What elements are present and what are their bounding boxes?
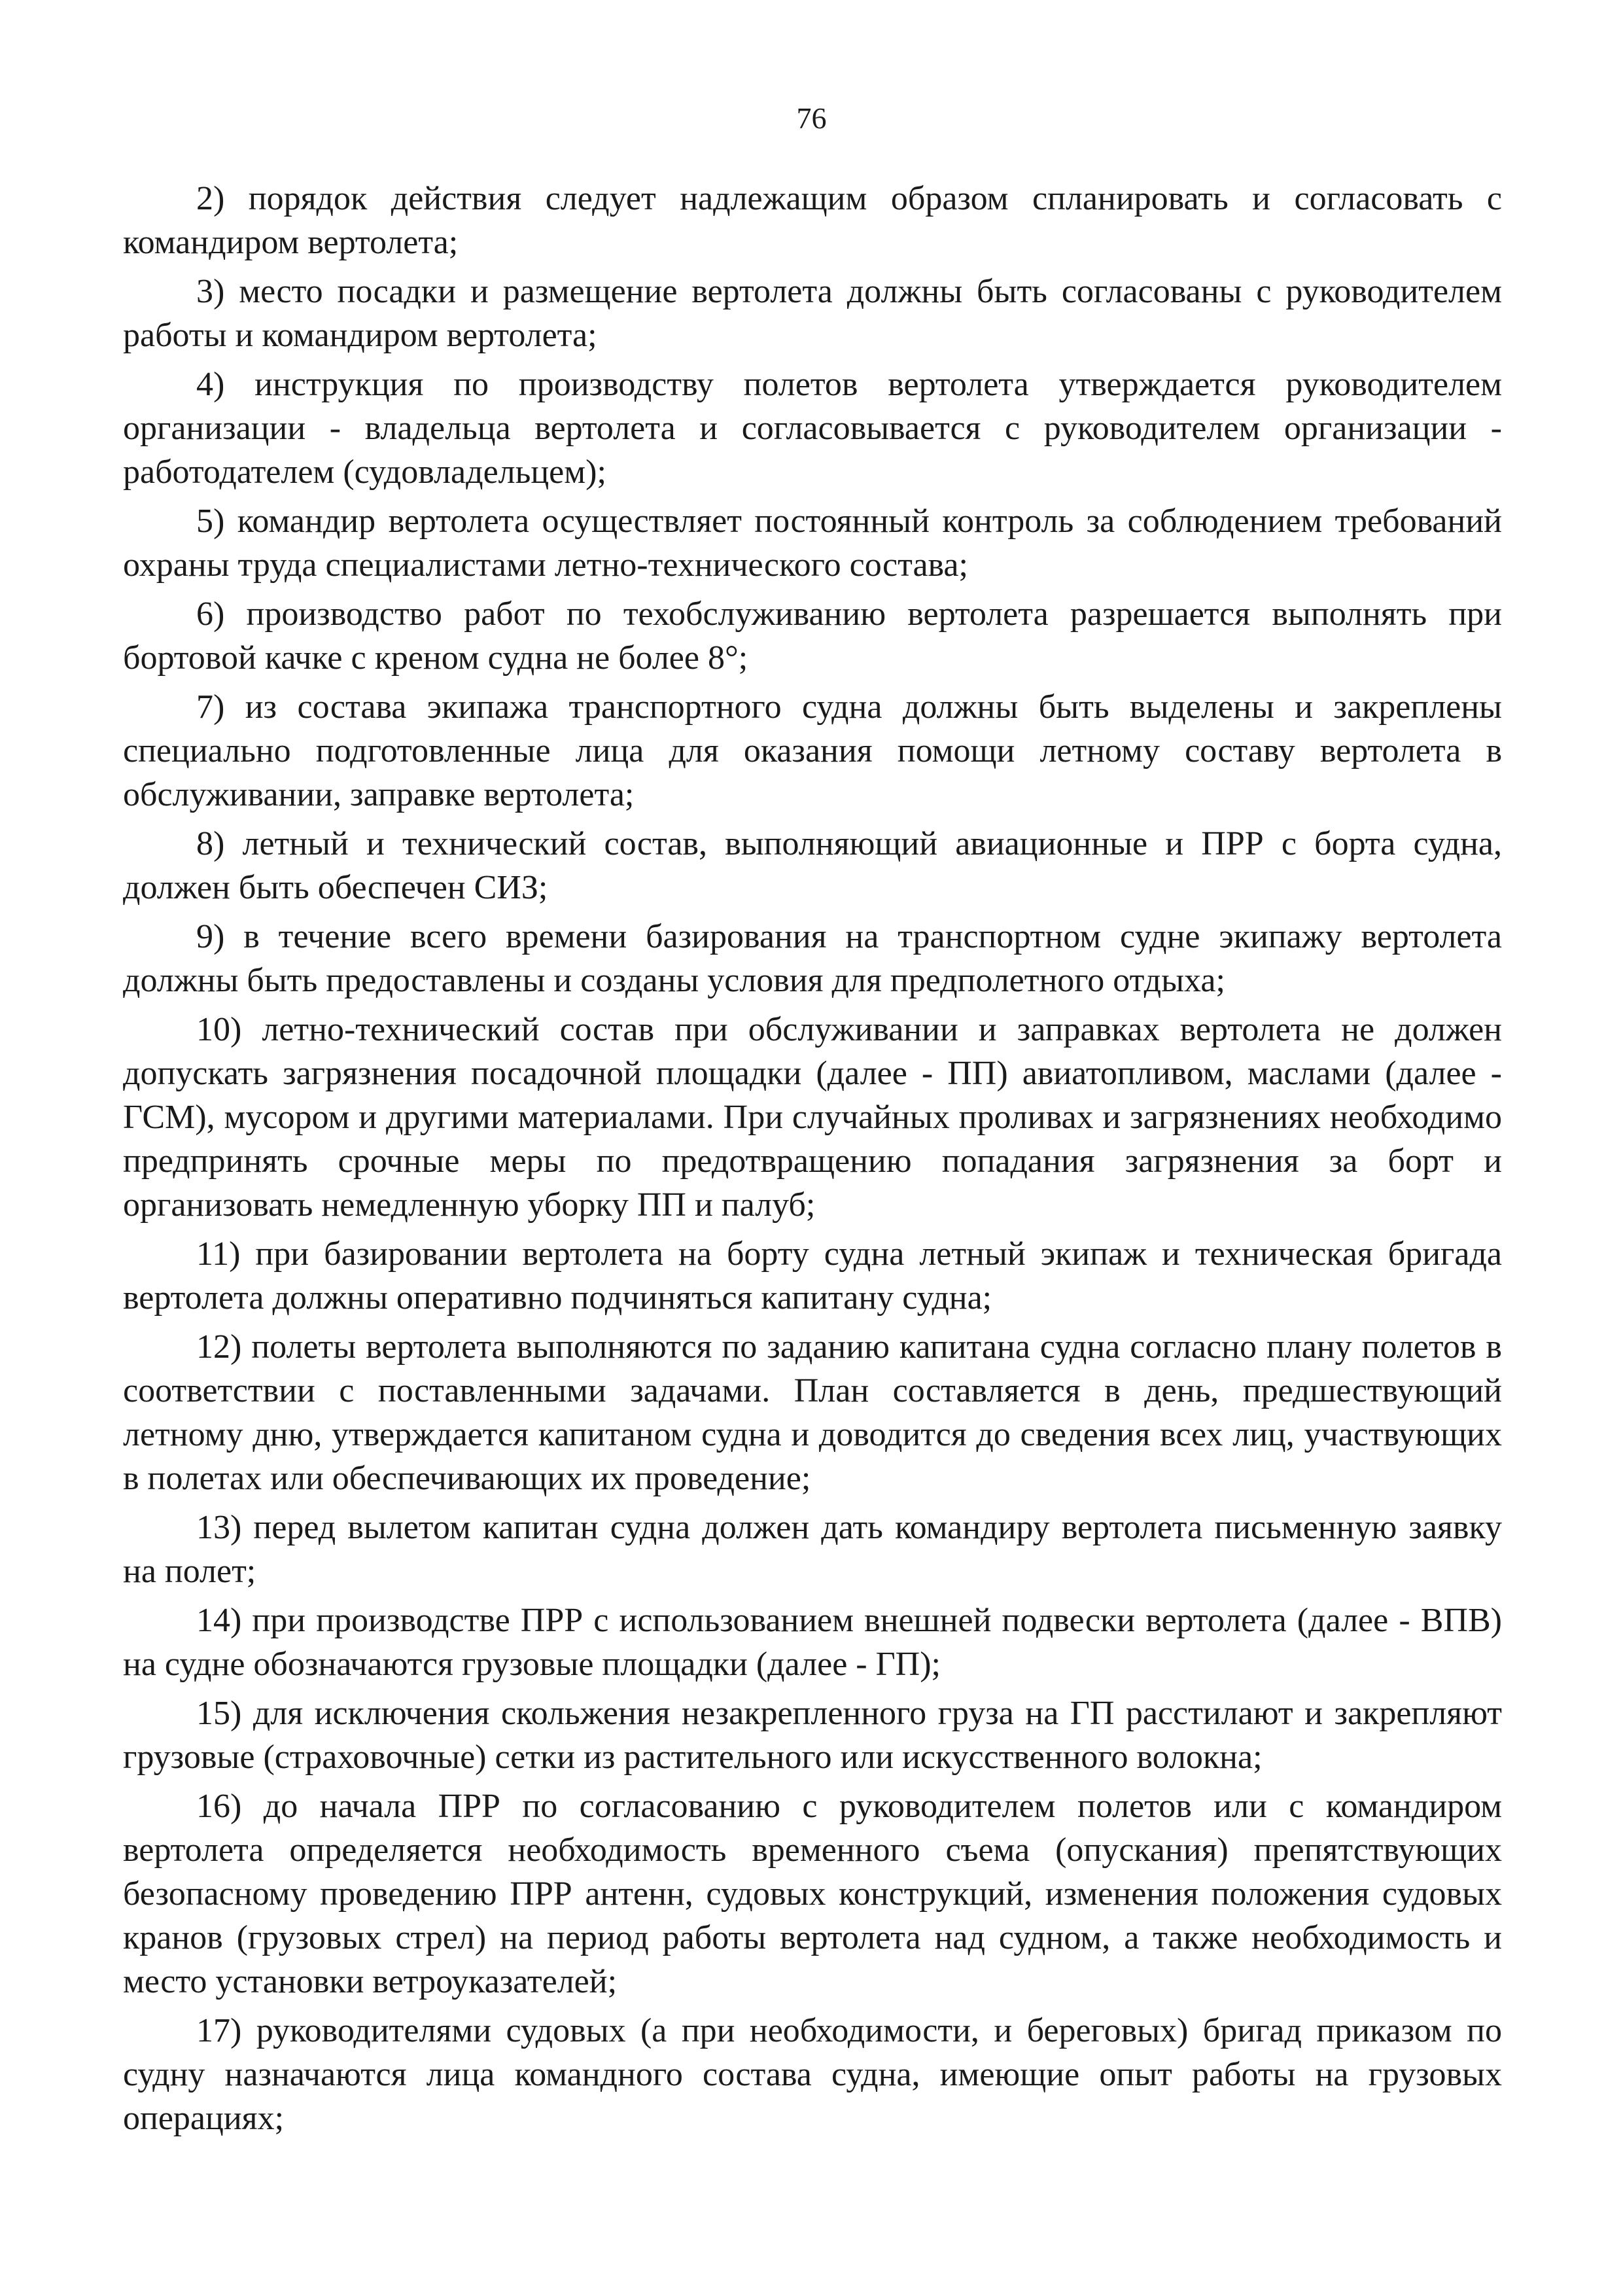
paragraph-item-3: 3) место посадки и размещение вертолета должны быть согласованы с руководителем работы и командиром вертолета; bbox=[123, 273, 1502, 354]
paragraph-item-13: 13) перед вылетом капитан судна должен дать командиру вертолета письменную заявку на полет; bbox=[123, 1509, 1502, 1590]
paragraph-item-15: 15) для исключения скольжения незакрепленного груза на ГП расстилают и закрепляют грузовые (страховочные) сетки из растительного или искусственного волокна; bbox=[123, 1695, 1502, 1776]
paragraph-item-9: 9) в течение всего времени базирования на транспортном судне экипажу вертолета должны быть предоставлены и созданы условия для предполетного отдыха; bbox=[123, 918, 1502, 999]
paragraph-item-4: 4) инструкция по производству полетов вертолета утверждается руководителем организации - владельца вертолета и согласовывается с руководителем организации - работодателем (судовладельцем); bbox=[123, 366, 1502, 491]
paragraph-item-5: 5) командир вертолета осуществляет постоянный контроль за соблюдением требований охраны труда специалистами летно-технического состава; bbox=[123, 503, 1502, 584]
paragraph-item-7: 7) из состава экипажа транспортного судна должны быть выделены и закреплены специально подготовленные лица для оказания помощи летному составу вертолета в обслуживании, заправке вертолета; bbox=[123, 688, 1502, 813]
paragraph-item-11: 11) при базировании вертолета на борту судна летный экипаж и техническая бригада вертолета должны оперативно подчиняться капитану судна; bbox=[123, 1235, 1502, 1316]
paragraph-item-6: 6) производство работ по техобслуживанию вертолета разрешается выполнять при бортовой качке с креном судна не более 8°; bbox=[123, 595, 1502, 677]
paragraph-item-10: 10) летно-технический состав при обслуживании и заправках вертолета не должен допускать загрязнения посадочной площадки (далее - ПП) авиатопливом, маслами (далее - ГСМ), мусором и другими материалами. При случайных проливах и загрязнениях необходимо предпринять срочные меры по предотвращению попадания загрязнения за борт и организовать немедленную уборку ПП и палуб; bbox=[123, 1011, 1502, 1224]
paragraph-item-16: 16) до начала ПРР по согласованию с руководителем полетов или с командиром вертолета определяется необходимость временного съема (опускания) препятствующих безопасному проведению ПРР антенн, судовых конструкций, изменения положения судовых кранов (грузовых стрел) на период работы вертолета над судном, а также необходимость и место установки ветроуказателей; bbox=[123, 1788, 1502, 2000]
paragraph-item-8: 8) летный и технический состав, выполняющий авиационные и ПРР с борта судна, должен быть обеспечен СИЗ; bbox=[123, 825, 1502, 906]
page-number: 76 bbox=[796, 101, 827, 135]
body-text bbox=[123, 177, 1502, 2146]
paragraph-item-17: 17) руководителями судовых (а при необходимости, и береговых) бригад приказом по судну назначаются лица командного состава судна, имеющие опыт работы на грузовых операциях; bbox=[123, 2012, 1502, 2137]
paragraph-item-14: 14) при производстве ПРР с использованием внешней подвески вертолета (далее - ВПВ) на судне обозначаются грузовые площадки (далее - ГП); bbox=[123, 1602, 1502, 1683]
paragraph-item-12: 12) полеты вертолета выполняются по заданию капитана судна согласно плану полетов в соответствии с поставленными задачами. План составляется в день, предшествующий летному дню, утверждается капитаном судна и доводится до сведения всех лиц, участвующих в полетах или обеспечивающих их проведение; bbox=[123, 1328, 1502, 1497]
paragraph-item-2: 2) порядок действия следует надлежащим образом спланировать и согласовать с командиром вертолета; bbox=[123, 180, 1502, 261]
